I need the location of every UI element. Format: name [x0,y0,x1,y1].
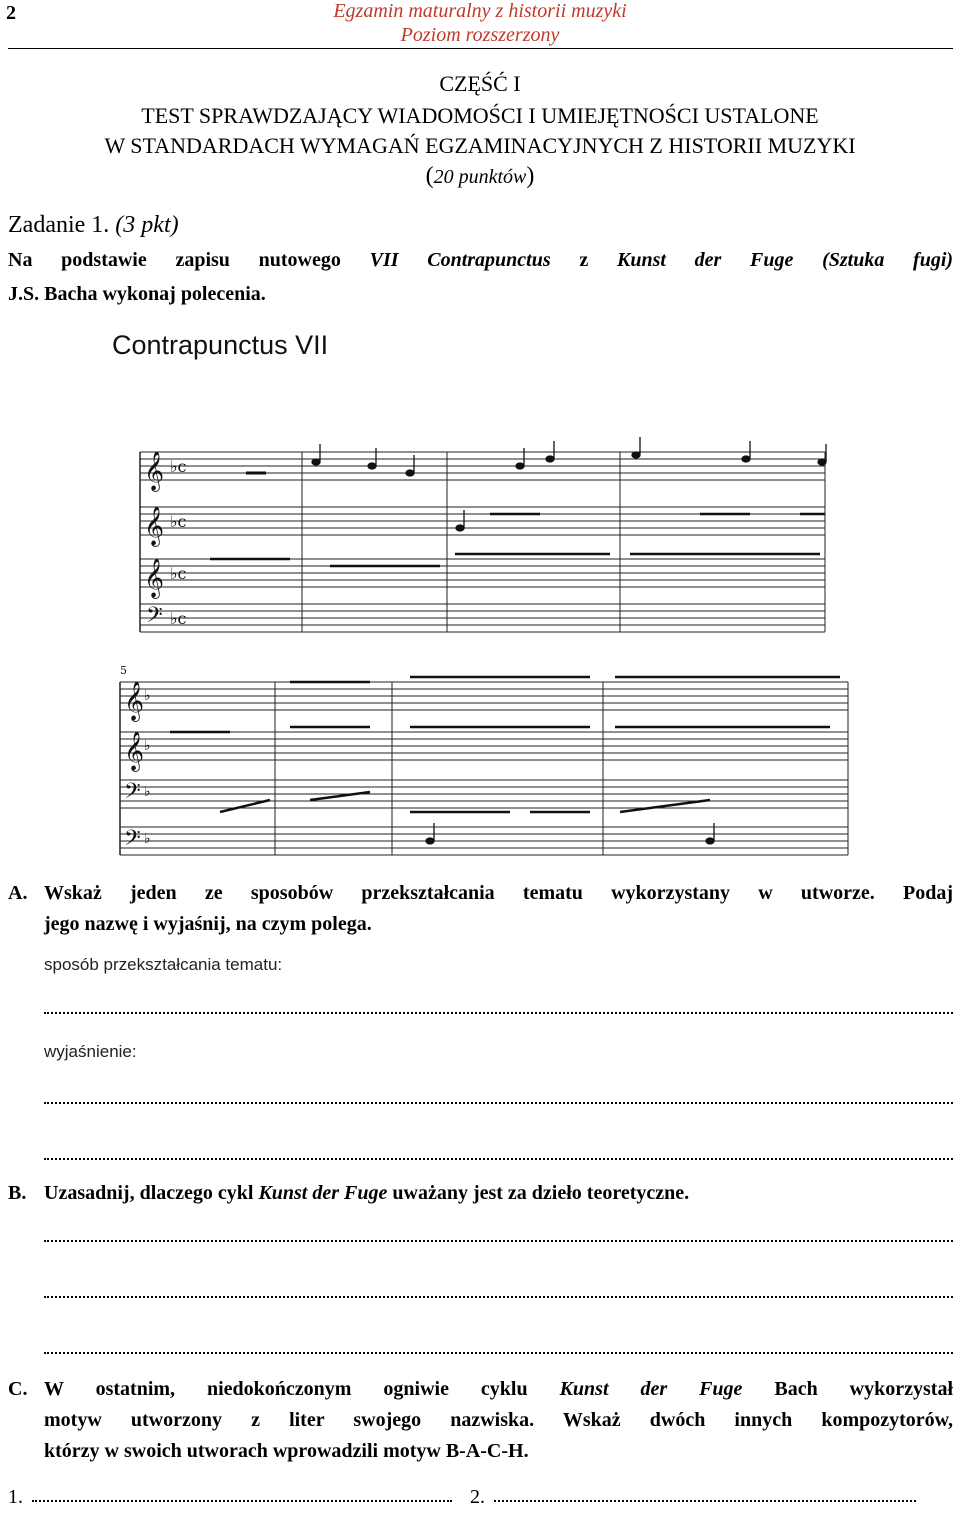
part-points [0,160,960,193]
svg-text:♭: ♭ [144,738,151,754]
score-system-1 [140,452,825,632]
question-b-text-b: uważany jest za dzieło teoretyczne. [392,1182,690,1204]
answer-line-b-3[interactable] [44,1340,953,1360]
answer-line-b-2[interactable] [44,1284,953,1304]
intro-work: VII Contrapunctus [369,249,551,271]
intro-cycle: Kunst der Fuge (Sztuka fugi) [617,249,954,271]
question-c-cycle: Kunst der Fuge [559,1378,743,1400]
svg-text:♭: ♭ [144,688,151,704]
svg-text:𝄞: 𝄞 [124,681,145,721]
question-a-label: A. [8,882,28,904]
answer-1-label: 1. [8,1486,23,1508]
answer-line-transformation[interactable] [44,1000,953,1020]
question-c-line3: którzy w swoich utworach wprowadzili motyw B-A-C-H. [44,1440,529,1462]
svg-text:♭: ♭ [144,784,151,800]
answer-line-b-1[interactable] [44,1228,953,1248]
field-explanation-label: wyjaśnienie: [44,1042,137,1061]
answer-line-explanation-2[interactable] [44,1146,953,1166]
field-transformation-label: sposób przekształcania tematu: [44,955,283,974]
task-intro-line1 [8,244,953,276]
task-points: (3 pkt) [115,212,179,238]
score-clefs-1 [144,451,187,633]
svg-text:𝄞: 𝄞 [144,451,165,491]
part-title: CZĘŚĆ I [439,71,521,96]
question-b-text-a: Uzasadnij, dlaczego cykl [44,1182,254,1204]
question-c-label: C. [8,1378,28,1400]
question-b-cycle: Kunst der Fuge [258,1182,388,1204]
header-rule [8,48,953,49]
answer-2-label: 2. [470,1486,485,1508]
task-intro-line2: J.S. Bacha wykonaj polecenia. [8,283,266,305]
answer-line-c-1[interactable] [32,1488,452,1508]
question-a-text [44,878,953,940]
header-level: Poziom rozszerzony [400,24,560,46]
svg-text:𝄞: 𝄞 [124,731,145,771]
svg-text:𝄞: 𝄞 [144,558,165,598]
svg-text:𝄢: 𝄢 [146,603,163,633]
answer-line-c-2[interactable] [494,1488,916,1508]
task-label: Zadanie 1. [8,212,110,238]
svg-text:♭c: ♭c [170,457,187,476]
points-value: 20 punktów [433,166,527,188]
answer-line-explanation-1[interactable] [44,1090,953,1110]
points-open-paren: ( [425,163,434,189]
svg-text:𝄢: 𝄢 [124,779,141,809]
part-subtitle-2: W STANDARDACH WYMAGAŃ EGZAMINACYJNYCH Z HISTORII MUZYKI [104,133,856,158]
question-b-label: B. [8,1182,27,1204]
question-c-line1-b: Bach wykorzystał [774,1378,954,1400]
svg-text:𝄢: 𝄢 [124,826,141,856]
question-c-line1 [44,1374,953,1405]
svg-text:♭c: ♭c [170,512,187,531]
question-a-line1: Wskaż jeden ze sposobów przekształcania tematu wykorzystany w utworze. Podaj [44,882,953,904]
svg-text:♭: ♭ [144,831,151,847]
svg-text:♭c: ♭c [170,564,187,583]
header-exam-title: Egzamin maturalny z historii muzyki [333,0,627,22]
question-a-line2: jego nazwę i wyjaśnij, na czym polega. [44,913,372,935]
task-heading [8,212,179,239]
score-title: Contrapunctus VII [112,330,329,360]
svg-text:𝄞: 𝄞 [144,506,165,546]
question-c-line2: motyw utworzony z liter swojego nazwiska. Wskaż dwóch innych kompozytorów, [44,1409,953,1431]
score-system-2 [120,682,848,855]
question-c-text [44,1374,953,1467]
question-a [8,878,953,935]
question-c-line1-a: W ostatnim, niedokończonym ogniwie cyklu [44,1378,528,1400]
measure-number: 5 [120,664,127,677]
points-close-paren: ) [526,163,535,189]
question-c [8,1374,954,1462]
question-b [8,1178,953,1209]
page-number: 2 [6,2,16,24]
part-subtitle-1: TEST SPRAWDZAJĄCY WIADOMOŚCI I UMIEJĘTNOŚCI USTALONE [141,103,819,128]
intro-b: z [579,249,589,271]
intro-a: Na podstawie zapisu nutowego [8,249,341,271]
svg-text:♭c: ♭c [170,609,187,628]
music-score [110,322,850,862]
